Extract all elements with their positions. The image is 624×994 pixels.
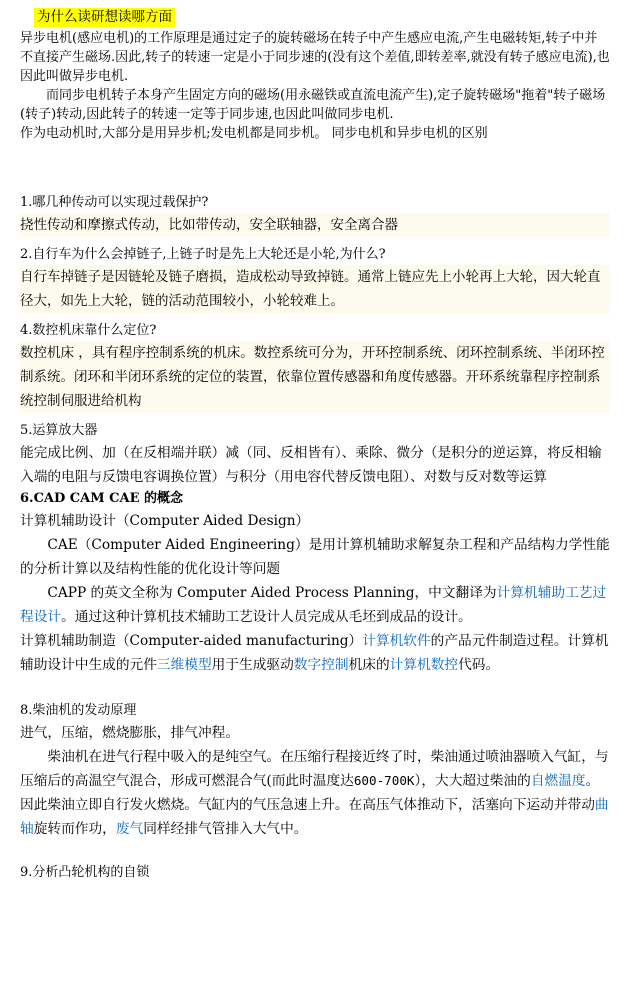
diesel-text-d: 旋转而作功， — [33, 821, 116, 837]
cam-text-c: 用于生成驱动 — [211, 657, 294, 673]
answer-5: 能完成比例、加（在反相端并联）减（同、反相皆有）、乘除、微分（是积分的逆运算，将反相输入端的电阻与反馈电容调换位置）与积分（用电容代替反馈电阻）、对数与反对数等运算 — [20, 445, 602, 485]
question-6-heading: 6.CAD CAM CAE 的概念 — [20, 491, 184, 506]
diesel-text-e: 同样经排气管排入大气中。 — [143, 821, 308, 837]
cae-definition: CAE（Computer Aided Engineering）是用计算机辅助求解复杂工程和产品结构力学性能的分析计算以及结构性能的优化设计等问题 — [20, 537, 610, 577]
link-exhaust[interactable]: 废气 — [115, 821, 144, 837]
intro-paragraph-2: 而同步电机转子本身产生固定方向的磁场(用永磁铁或直流电流产生),定子旋转磁场"拖着"转子磁场(转子)转动,因此转子的转速一定等于同步速,也因此叫做同步电机. — [20, 88, 606, 122]
cam-text-e: 代码。 — [458, 657, 500, 673]
link-3d-model[interactable]: 三维模型 — [156, 657, 212, 673]
cam-text-b: 的产品元件制造过程。计算机辅助设计中生成的元件 — [20, 633, 609, 673]
intro-paragraph-1: 异步电机(感应电机)的工作原理是通过定子的旋转磁场在转子中产生感应电流,产生电磁转矩,转子中并不直接产生磁场.因此,转子的转速一定是小于同步速的(没有这个差值,即转差率,就没有转子感应电流),也因此叫做异步电机. — [20, 31, 610, 84]
question-9: 9.分析凸轮机构的自锁 — [20, 865, 150, 880]
spacer — [20, 841, 610, 863]
cam-text-a: 计算机辅助制造（Computer-aided manufacturing） — [20, 633, 363, 649]
spacer — [20, 677, 610, 701]
link-autoignition-temperature[interactable]: 自燃温度 — [530, 773, 586, 789]
diesel-text-b: ），大大超过柴油的 — [414, 773, 531, 789]
diesel-paragraph — [20, 745, 610, 841]
answer-1: 挠性传动和摩擦式传动，比如带传动，安全联轴器，安全离合器 — [20, 213, 610, 237]
spacer — [20, 237, 610, 245]
question-8: 8.柴油机的发动原理 — [20, 703, 137, 718]
diesel-text-c: 。因此柴油立即自行发火燃烧。气缸内的气压急速上升。在高压气体推动下，活塞向下运动并带动 — [20, 773, 600, 813]
cam-text-d: 机床的 — [348, 657, 390, 673]
intro-paragraph-3: 作为电动机时,大部分是用异步机;发电机都是同步机。 同步电机和异步电机的区别 — [20, 126, 488, 141]
spacer — [20, 413, 610, 421]
link-numerical-control[interactable]: 数字控制 — [293, 657, 349, 673]
spacer — [20, 313, 610, 321]
diesel-temperature: 600-700K — [353, 773, 415, 788]
link-crankshaft[interactable]: 曲轴 — [20, 797, 609, 837]
link-computer-software[interactable]: 计算机软件 — [362, 633, 431, 649]
question-4: 4.数控机床靠什么定位? — [20, 323, 157, 338]
answer-4: 数控机床 ，具有程序控制系统的机床。数控系统可分为，开环控制系统、闭环控制系统、半闭环控制系统。闭环和半闭环系统的定位的装置，依靠位置传感器和角度传感器。开环系统靠程序控制系统控制伺服进给机构 — [20, 341, 610, 413]
question-1: 1.哪几种传动可以实现过载保护? — [20, 195, 209, 210]
question-5: 5.运算放大器 — [20, 423, 98, 438]
cad-definition: 计算机辅助设计（Computer Aided Design） — [20, 513, 310, 529]
answer-2: 自行车掉链子是因链轮及链子磨损，造成松动导致掉链。通常上链应先上小轮再上大轮，因大轮直径大，如先上大轮，链的活动范围较小，小轮较难上。 — [20, 265, 610, 313]
spacer — [20, 143, 610, 193]
page-title: 为什么读研想读哪方面 — [34, 8, 175, 27]
link-cnc[interactable]: 计算机数控 — [389, 657, 459, 673]
capp-link[interactable]: 计算机辅助工艺过程设计 — [20, 585, 607, 625]
capp-text-a: CAPP 的英文全称为 Computer Aided Process Planning，中文翻译为 — [47, 585, 497, 601]
cam-definition — [20, 629, 610, 677]
title-wrap — [34, 6, 610, 27]
capp-text-b: 。通过这种计算机技术辅助工艺设计人员完成从毛坯到成品的设计。 — [61, 609, 472, 625]
diesel-strokes: 进气，压缩，燃烧膨胀，排气冲程。 — [20, 725, 240, 741]
capp-definition — [20, 581, 610, 629]
diesel-text-a: 柴油机在进气行程中吸入的是纯空气。在压缩行程接近终了时，柴油通过喷油器喷入气缸，与压缩后的高温空气混合，形成可燃混合气(而此时温度达 — [20, 749, 609, 789]
question-2: 2.自行车为什么会掉链子,上链子时是先上大轮还是小轮,为什么? — [20, 247, 386, 262]
